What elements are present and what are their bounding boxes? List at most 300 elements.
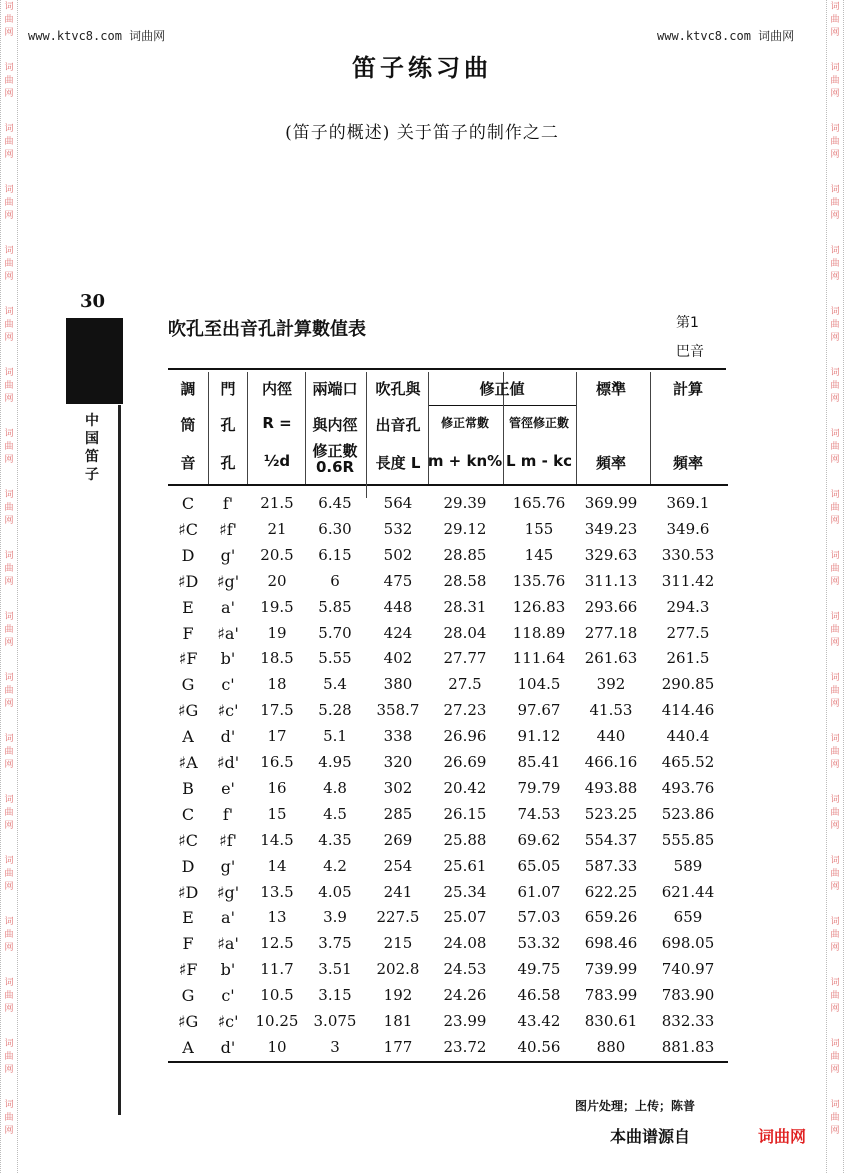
table-cell: 465.52 — [661, 753, 715, 771]
table-header-cell: 出音孔 — [375, 416, 421, 434]
table-cell: 589 — [673, 856, 703, 875]
margin-note-2: 巴音 — [676, 344, 704, 360]
table-cell: 61.07 — [517, 882, 561, 901]
side-watermark-char: 曲 — [830, 137, 840, 147]
side-watermark-char: 曲 — [4, 625, 14, 635]
table-cell: 4.95 — [318, 753, 352, 771]
side-watermark-char: 网 — [4, 89, 14, 99]
side-watermark-char: 词 — [830, 1039, 840, 1049]
side-watermark-char: 网 — [4, 333, 14, 343]
side-watermark-char: 词 — [4, 795, 14, 805]
side-watermark-char: 网 — [830, 150, 840, 160]
side-watermark-char: 词 — [4, 917, 14, 927]
table-cell: ♯g' — [216, 882, 240, 902]
table-header-cell: 吹孔與 — [375, 380, 421, 398]
table-cell: 740.97 — [661, 960, 715, 979]
side-watermark-char: 词 — [4, 2, 14, 12]
table-cell: 277.5 — [666, 623, 710, 642]
table-cell: D — [181, 545, 195, 565]
table-header-cell: 計算 — [672, 380, 703, 398]
table-cell: 261.5 — [666, 649, 710, 668]
table-cell: 74.53 — [517, 804, 561, 823]
side-watermark-char: 网 — [830, 760, 840, 770]
table-cell: 290.85 — [661, 675, 715, 694]
table-cell: 369.1 — [666, 494, 710, 512]
table-cell: 192 — [383, 986, 413, 1005]
table-cell: 424 — [383, 623, 413, 642]
side-watermark-char: 词 — [830, 917, 840, 927]
table-cell: 4.2 — [323, 856, 347, 875]
table-cell: 659 — [673, 908, 703, 927]
table-cell: 3.9 — [323, 908, 347, 927]
side-watermark-char: 网 — [4, 516, 14, 526]
side-watermark-char: 词 — [830, 734, 840, 744]
margin-rule — [118, 405, 121, 1115]
side-watermark-char: 曲 — [4, 564, 14, 574]
table-cell: 29.39 — [443, 494, 487, 512]
table-cell: 10.25 — [255, 1012, 299, 1030]
table-cell: 28.04 — [443, 623, 487, 642]
book-title-char: 国 — [85, 431, 99, 447]
side-watermark-char: 网 — [830, 455, 840, 465]
side-watermark-char: 词 — [4, 612, 14, 622]
table-cell: 17.5 — [260, 701, 294, 720]
side-watermark-char: 网 — [830, 1004, 840, 1014]
table-header-cell: 修正常數 — [440, 416, 489, 430]
header-watermark-right: www.ktvc8.com 词曲网 — [657, 29, 795, 43]
side-watermark-char: 曲 — [4, 991, 14, 1001]
table-cell: 10 — [267, 1037, 287, 1056]
table-cell: 5.85 — [318, 597, 352, 616]
table-cell: 20 — [267, 571, 287, 590]
side-watermark-char: 网 — [4, 760, 14, 770]
table-cell: 564 — [383, 494, 413, 512]
side-watermark-char: 曲 — [4, 442, 14, 452]
table-header-cell: 孔 — [220, 416, 236, 434]
table-cell: 440 — [596, 727, 626, 746]
table-cell: 26.96 — [443, 727, 487, 746]
table-top-rule — [168, 368, 576, 370]
table-cell: 881.83 — [661, 1037, 715, 1056]
side-watermark-char: 曲 — [830, 1052, 840, 1062]
table-cell: 6.30 — [318, 519, 352, 538]
side-watermark-char: 曲 — [4, 869, 14, 879]
side-watermark-char: 网 — [4, 150, 14, 160]
table-cell: 41.53 — [589, 701, 633, 720]
table-header-cell: m + kn% — [427, 452, 503, 470]
table-cell: c' — [221, 986, 235, 1006]
table-top-rule-right — [576, 368, 726, 370]
side-watermark-char: 词 — [830, 246, 840, 256]
table-cell: ♯a' — [217, 934, 239, 954]
table-cell: ♯F — [178, 960, 198, 980]
book-title-char: 子 — [85, 467, 99, 483]
page-subtitle: (笛子的概述) 关于笛子的制作之二 — [285, 123, 559, 143]
side-watermark-char: 网 — [4, 821, 14, 831]
header-watermark-left: www.ktvc8.com 词曲网 — [28, 29, 166, 43]
table-cell: 448 — [383, 597, 413, 616]
side-watermark-char: 网 — [830, 211, 840, 221]
book-title-char: 笛 — [85, 449, 99, 465]
table-header-cell: R = — [262, 414, 292, 432]
table-cell: 369.99 — [584, 494, 638, 512]
side-watermark-char: 曲 — [4, 1113, 14, 1123]
table-cell: D — [181, 856, 195, 876]
table-cell: 13 — [267, 908, 287, 927]
table-cell: 27.77 — [443, 649, 487, 668]
side-watermark-char: 词 — [4, 673, 14, 683]
table-cell: 493.88 — [584, 778, 638, 797]
side-watermark-char: 曲 — [830, 198, 840, 208]
side-watermark-char: 曲 — [4, 137, 14, 147]
side-watermark-char: 网 — [830, 638, 840, 648]
table-cell: 493.76 — [661, 778, 715, 797]
table-cell: 65.05 — [517, 856, 561, 875]
table-cell: 698.46 — [584, 934, 638, 953]
side-watermark-char: 词 — [830, 490, 840, 500]
table-cell: 523.86 — [661, 804, 715, 823]
table-cell: 24.26 — [443, 986, 487, 1005]
side-watermark-char: 词 — [830, 368, 840, 378]
table-cell: ♯F — [178, 649, 198, 669]
footer-source-label: 本曲谱源自 — [610, 1127, 691, 1146]
table-cell: 14 — [267, 856, 287, 875]
table-cell: 25.34 — [443, 882, 487, 901]
table-cell: 880 — [596, 1037, 626, 1056]
table-cell: 6.15 — [318, 545, 352, 564]
side-watermark-char: 曲 — [4, 259, 14, 269]
table-cell: 165.76 — [512, 494, 566, 512]
side-watermark-char: 网 — [830, 821, 840, 831]
table-cell: e' — [221, 778, 235, 798]
table-cell: d' — [220, 1037, 236, 1057]
side-watermark-char: 网 — [4, 1126, 14, 1136]
table-cell: 155 — [524, 519, 554, 538]
table-cell: 53.32 — [517, 934, 561, 953]
side-watermark-char: 曲 — [4, 15, 14, 25]
side-watermark-char: 词 — [4, 63, 14, 73]
side-watermark-char: 曲 — [830, 991, 840, 1001]
side-watermark-char: 网 — [4, 943, 14, 953]
table-cell: 392 — [596, 675, 626, 694]
side-watermark-char: 曲 — [4, 76, 14, 86]
table-cell: 11.7 — [260, 960, 294, 979]
table-cell: 622.25 — [584, 882, 638, 901]
side-watermark-char: 网 — [4, 1004, 14, 1014]
side-watermark-char: 网 — [4, 211, 14, 221]
chapter-tab-block — [66, 318, 123, 404]
side-watermark-char: 词 — [830, 856, 840, 866]
table-cell: 4.8 — [323, 778, 347, 797]
side-watermark-char: 网 — [830, 28, 840, 38]
table-cell: 587.33 — [584, 856, 638, 875]
side-watermark-char: 词 — [4, 856, 14, 866]
table-cell: 349.23 — [584, 519, 638, 538]
table-header-cell: 頻率 — [672, 454, 703, 472]
table-cell: 27.23 — [443, 701, 487, 720]
table-cell: 5.70 — [318, 623, 352, 642]
table-cell: 358.7 — [376, 701, 420, 720]
table-cell: ♯c' — [217, 701, 239, 721]
table-cell: 3.75 — [318, 934, 352, 953]
table-header-cell: 筒 — [180, 416, 196, 434]
table-header-cell: 音 — [180, 454, 196, 472]
side-watermark-char: 曲 — [830, 808, 840, 818]
table-cell: 57.03 — [517, 908, 561, 927]
table-cell: ♯C — [178, 519, 198, 539]
side-watermark-char: 曲 — [4, 1052, 14, 1062]
table-header-rule — [168, 484, 728, 486]
table-cell: 111.64 — [512, 649, 566, 668]
side-watermark-char: 曲 — [830, 1113, 840, 1123]
table-cell: ♯a' — [217, 623, 239, 643]
table-cell: 46.58 — [517, 986, 561, 1005]
side-watermark-char: 网 — [830, 1126, 840, 1136]
side-watermark-char: 网 — [4, 638, 14, 648]
side-watermark-char: 曲 — [830, 259, 840, 269]
table-cell: 330.53 — [661, 545, 715, 564]
table-cell: c' — [221, 675, 235, 695]
right-watermark-strip — [826, 0, 844, 1173]
table-cell: 17 — [267, 727, 287, 746]
table-cell: ♯d' — [216, 753, 240, 772]
table-cell: ♯D — [177, 882, 199, 902]
side-watermark-char: 曲 — [4, 381, 14, 391]
table-cell: 783.99 — [584, 986, 638, 1005]
table-header-cell: 長度 L — [375, 454, 421, 472]
table-cell: 40.56 — [517, 1037, 561, 1056]
side-watermark-char: 词 — [4, 429, 14, 439]
table-cell: 6 — [330, 571, 340, 590]
table-cell: 21 — [267, 519, 287, 538]
table-cell: C — [181, 804, 195, 824]
table-cell: 43.42 — [517, 1012, 561, 1030]
table-cell: ♯g' — [216, 571, 240, 591]
table-cell: G — [181, 986, 195, 1006]
side-watermark-char: 词 — [830, 63, 840, 73]
side-watermark-char: 词 — [830, 795, 840, 805]
table-cell: 20.42 — [443, 778, 487, 797]
correction-subheader-rule — [428, 405, 576, 406]
side-watermark-char: 词 — [4, 124, 14, 134]
footer-site-link[interactable]: 词曲网 — [758, 1127, 807, 1146]
book-title-vertical — [82, 412, 102, 484]
table-cell: 320 — [383, 753, 413, 771]
table-cell: g' — [220, 856, 236, 876]
side-watermark-char: 网 — [830, 272, 840, 282]
table-cell: 3 — [330, 1037, 340, 1056]
table-cell: 4.35 — [318, 830, 352, 849]
table-cell: b' — [220, 649, 236, 669]
table-cell: 25.88 — [443, 830, 487, 849]
table-cell: 621.44 — [661, 882, 715, 901]
table-cell: 414.46 — [661, 701, 715, 720]
table-cell: 3.51 — [318, 960, 352, 979]
side-watermark-char: 词 — [830, 612, 840, 622]
table-cell: 269 — [383, 830, 413, 849]
table-header-cell: 管徑修正數 — [508, 416, 569, 430]
side-watermark-char: 网 — [4, 882, 14, 892]
table-cell: ♯C — [178, 830, 198, 850]
table-cell: 4.05 — [318, 882, 352, 901]
table-cell: 26.15 — [443, 804, 487, 823]
table-cell: 440.4 — [666, 727, 710, 746]
book-title-char: 中 — [85, 413, 99, 429]
side-watermark-char: 网 — [830, 577, 840, 587]
side-watermark-char: 网 — [830, 333, 840, 343]
table-cell: 5.28 — [318, 701, 352, 720]
side-watermark-char: 词 — [830, 185, 840, 195]
side-watermark-char: 网 — [4, 455, 14, 465]
side-watermark-char: 词 — [4, 368, 14, 378]
table-cell: ♯A — [178, 753, 198, 772]
table-cell: 18 — [267, 675, 287, 694]
table-cell: 261.63 — [584, 649, 638, 668]
side-watermark-char: 词 — [4, 307, 14, 317]
table-cell: 13.5 — [260, 882, 294, 901]
table-bottom-rule — [168, 1061, 728, 1063]
table-cell: 177 — [383, 1037, 413, 1056]
table-cell: 523.25 — [584, 804, 638, 823]
table-cell: 302 — [383, 778, 413, 797]
side-watermark-char: 网 — [4, 577, 14, 587]
table-cell: 832.33 — [661, 1012, 715, 1030]
table-cell: 10.5 — [260, 986, 294, 1005]
table-cell: f' — [222, 494, 234, 513]
side-watermark-char: 词 — [830, 1100, 840, 1110]
side-watermark-char: 网 — [4, 699, 14, 709]
side-watermark-char: 词 — [830, 307, 840, 317]
side-watermark-char: 网 — [830, 699, 840, 709]
table-cell: 21.5 — [260, 494, 294, 512]
side-watermark-char: 词 — [4, 185, 14, 195]
table-cell: a' — [221, 908, 235, 928]
table-cell: 277.18 — [584, 623, 638, 642]
table-cell: F — [182, 934, 194, 954]
table-cell: 27.5 — [448, 675, 482, 694]
table-cell: 5.55 — [318, 649, 352, 668]
table-cell: ♯D — [177, 571, 199, 591]
table-cell: 20.5 — [260, 545, 294, 564]
table-cell: 555.85 — [661, 830, 715, 849]
table-cell: 12.5 — [260, 934, 294, 953]
side-watermark-char: 词 — [4, 246, 14, 256]
side-watermark-char: 曲 — [830, 503, 840, 513]
table-cell: 28.31 — [443, 597, 487, 616]
table-header-cell: L m - kc — [506, 452, 572, 470]
side-watermark-char: 曲 — [4, 503, 14, 513]
table-cell: 338 — [383, 727, 413, 746]
table-cell: 181 — [383, 1012, 413, 1030]
table-cell: 5.4 — [323, 675, 347, 694]
table-title: 吹孔至出音孔計算數值表 — [168, 319, 366, 340]
side-watermark-char: 曲 — [4, 747, 14, 757]
side-watermark-char: 网 — [4, 272, 14, 282]
table-cell: A — [182, 727, 194, 747]
side-watermark-char: 网 — [830, 1065, 840, 1075]
side-watermark-char: 曲 — [830, 686, 840, 696]
table-cell: 5.1 — [323, 727, 347, 746]
table-cell: 126.83 — [512, 597, 566, 616]
table-cell: 215 — [383, 934, 413, 953]
table-cell: 502 — [383, 545, 413, 564]
table-cell: ♯G — [177, 1012, 199, 1031]
side-watermark-char: 词 — [830, 124, 840, 134]
side-watermark-char: 曲 — [4, 686, 14, 696]
table-cell: 145 — [524, 545, 554, 564]
table-cell: 311.13 — [584, 571, 638, 590]
table-cell: ♯f' — [218, 830, 238, 850]
table-header-cell: 頻率 — [595, 454, 626, 472]
table-cell: 294.3 — [666, 597, 710, 616]
side-watermark-char: 曲 — [830, 381, 840, 391]
table-cell: 79.79 — [517, 778, 561, 797]
table-cell: 329.63 — [584, 545, 638, 564]
table-header-cell: 調 — [180, 380, 196, 398]
table-cell: 69.62 — [517, 830, 561, 849]
table-cell: 14.5 — [260, 830, 294, 849]
side-watermark-char: 词 — [4, 978, 14, 988]
table-cell: 104.5 — [517, 675, 561, 694]
table-cell: 85.41 — [517, 753, 561, 771]
table-cell: 15 — [267, 804, 287, 823]
side-watermark-char: 网 — [830, 89, 840, 99]
table-cell: 554.37 — [584, 830, 638, 849]
table-cell: 25.07 — [443, 908, 487, 927]
table-header-cell: 與内徑 — [312, 416, 358, 434]
side-watermark-char: 曲 — [830, 869, 840, 879]
table-header-cell: 門 — [220, 380, 236, 398]
table-cell: 19.5 — [260, 597, 294, 616]
table-header-cell: ½d — [263, 452, 291, 470]
table-cell: 254 — [383, 856, 413, 875]
table-cell: 659.26 — [584, 908, 638, 927]
table-cell: 24.53 — [443, 960, 487, 979]
table-cell: 135.76 — [512, 571, 566, 590]
table-cell: 49.75 — [517, 960, 561, 979]
side-watermark-char: 词 — [830, 429, 840, 439]
table-cell: 698.05 — [661, 934, 715, 953]
table-cell: 23.99 — [443, 1012, 487, 1030]
table-cell: 26.69 — [443, 753, 487, 771]
table-cell: 466.16 — [584, 753, 638, 771]
table-cell: 202.8 — [376, 960, 420, 979]
side-watermark-char: 曲 — [830, 320, 840, 330]
table-cell: 3.075 — [313, 1012, 357, 1030]
table-cell: 739.99 — [584, 960, 638, 979]
table-header-cell: 孔 — [220, 454, 236, 472]
table-cell: 29.12 — [443, 519, 487, 538]
side-watermark-char: 词 — [830, 673, 840, 683]
table-cell: 783.90 — [661, 986, 715, 1005]
table-cell: F — [182, 623, 194, 643]
side-watermark-char: 词 — [4, 551, 14, 561]
side-watermark-char: 曲 — [4, 930, 14, 940]
side-watermark-char: 网 — [830, 882, 840, 892]
table-cell: 830.61 — [584, 1012, 638, 1030]
table-cell: a' — [221, 597, 235, 617]
table-cell: 241 — [383, 882, 413, 901]
table-cell: 18.5 — [260, 649, 294, 668]
side-watermark-char: 网 — [4, 28, 14, 38]
table-cell: 475 — [383, 571, 413, 590]
table-cell: ♯c' — [217, 1012, 239, 1031]
side-watermark-char: 词 — [4, 1100, 14, 1110]
table-header-cell: 修正數 — [312, 442, 358, 460]
table-header-cell: 兩端口 — [312, 380, 358, 398]
table-cell: E — [182, 908, 194, 928]
table-cell: 28.85 — [443, 545, 487, 564]
